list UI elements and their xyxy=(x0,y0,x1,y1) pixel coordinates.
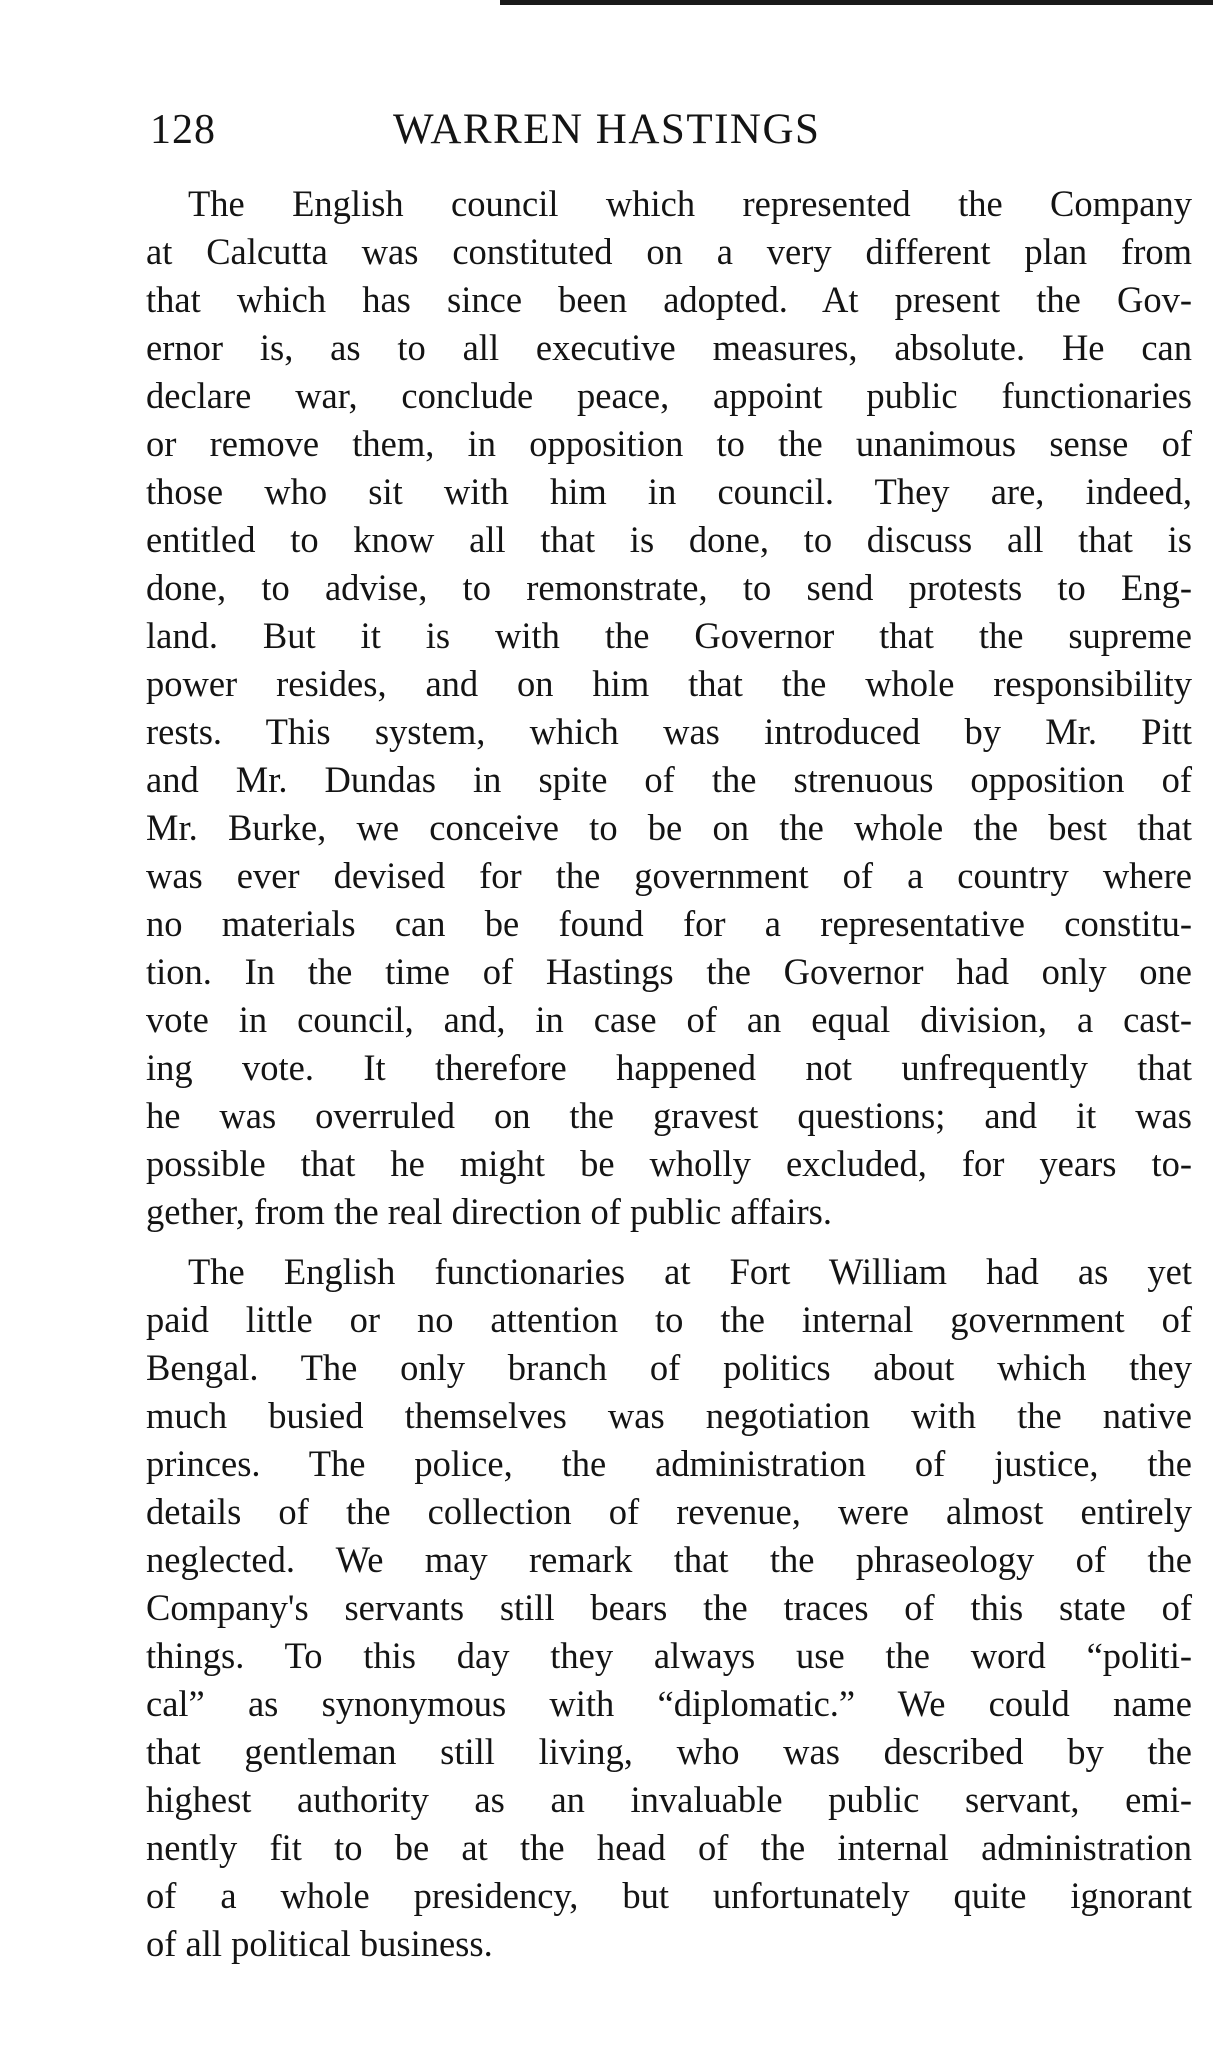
text-line: land. But it is with the Governor that the supreme xyxy=(146,615,1192,656)
text-line: The English functionaries at Fort William had as yet xyxy=(188,1251,1192,1292)
text-line: done, to advise, to remonstrate, to send protests to Eng- xyxy=(146,567,1192,608)
top-rule xyxy=(500,0,1213,5)
text-line: ernor is, as to all executive measures, absolute. He can xyxy=(146,327,1192,368)
text-line: much busied themselves was negotiation with the native xyxy=(146,1395,1192,1436)
text-line: Mr. Burke, we conceive to be on the whole the best that xyxy=(146,807,1192,848)
text-line: details of the collection of revenue, were almost entirely xyxy=(146,1491,1192,1532)
text-line: neglected. We may remark that the phraseology of the xyxy=(146,1539,1192,1580)
text-line: gether, from the real direction of public affairs. xyxy=(146,1191,833,1232)
text-line: ing vote. It therefore happened not unfrequently that xyxy=(146,1047,1192,1088)
text-line: that gentleman still living, who was described by the xyxy=(146,1731,1192,1772)
text-line: power resides, and on him that the whole responsibility xyxy=(146,663,1192,704)
text-line: and Mr. Dundas in spite of the strenuous opposition of xyxy=(146,759,1192,800)
text-line: or remove them, in opposition to the unanimous sense of xyxy=(146,423,1192,464)
text-line: no materials can be found for a representative constitu- xyxy=(146,903,1192,944)
text-line: Bengal. The only branch of politics about which they xyxy=(146,1347,1192,1388)
page-number: 128 xyxy=(150,107,216,153)
text-line: was ever devised for the government of a country where xyxy=(146,855,1192,896)
text-line: declare war, conclude peace, appoint public functionaries xyxy=(146,375,1192,416)
text-line: cal” as synonymous with “diplomatic.” We could name xyxy=(146,1683,1192,1724)
text-line: Company's servants still bears the traces of this state of xyxy=(146,1587,1192,1628)
text-line: entitled to know all that is done, to discuss all that is xyxy=(146,519,1192,560)
body-text xyxy=(146,180,1192,1980)
text-line: things. To this day they always use the word “politi- xyxy=(146,1635,1192,1676)
text-line: paid little or no attention to the internal government of xyxy=(146,1299,1192,1340)
paragraph-2 xyxy=(146,1248,1192,1968)
text-line: nently fit to be at the head of the internal administration xyxy=(146,1827,1192,1868)
text-line: rests. This system, which was introduced by Mr. Pitt xyxy=(146,711,1192,752)
paragraph-1 xyxy=(146,180,1192,1236)
text-line: of a whole presidency, but unfortunately quite ignorant xyxy=(146,1875,1192,1916)
text-line: tion. In the time of Hastings the Governor had only one xyxy=(146,951,1192,992)
text-line: princes. The police, the administration of justice, the xyxy=(146,1443,1192,1484)
text-line: at Calcutta was constituted on a very different plan from xyxy=(146,231,1192,272)
text-line: highest authority as an invaluable public servant, emi- xyxy=(146,1779,1192,1820)
text-line: of all political business. xyxy=(146,1923,493,1964)
page-header xyxy=(150,100,1195,160)
text-line: he was overruled on the gravest questions; and it was xyxy=(146,1095,1192,1136)
running-title: WARREN HASTINGS xyxy=(393,106,821,153)
text-line: possible that he might be wholly excluded, for years to- xyxy=(146,1143,1192,1184)
text-line: The English council which represented the Company xyxy=(188,183,1192,224)
text-line: that which has since been adopted. At present the Gov- xyxy=(146,279,1192,320)
text-line: those who sit with him in council. They are, indeed, xyxy=(146,471,1192,512)
text-line: vote in council, and, in case of an equal division, a cast- xyxy=(146,999,1192,1040)
